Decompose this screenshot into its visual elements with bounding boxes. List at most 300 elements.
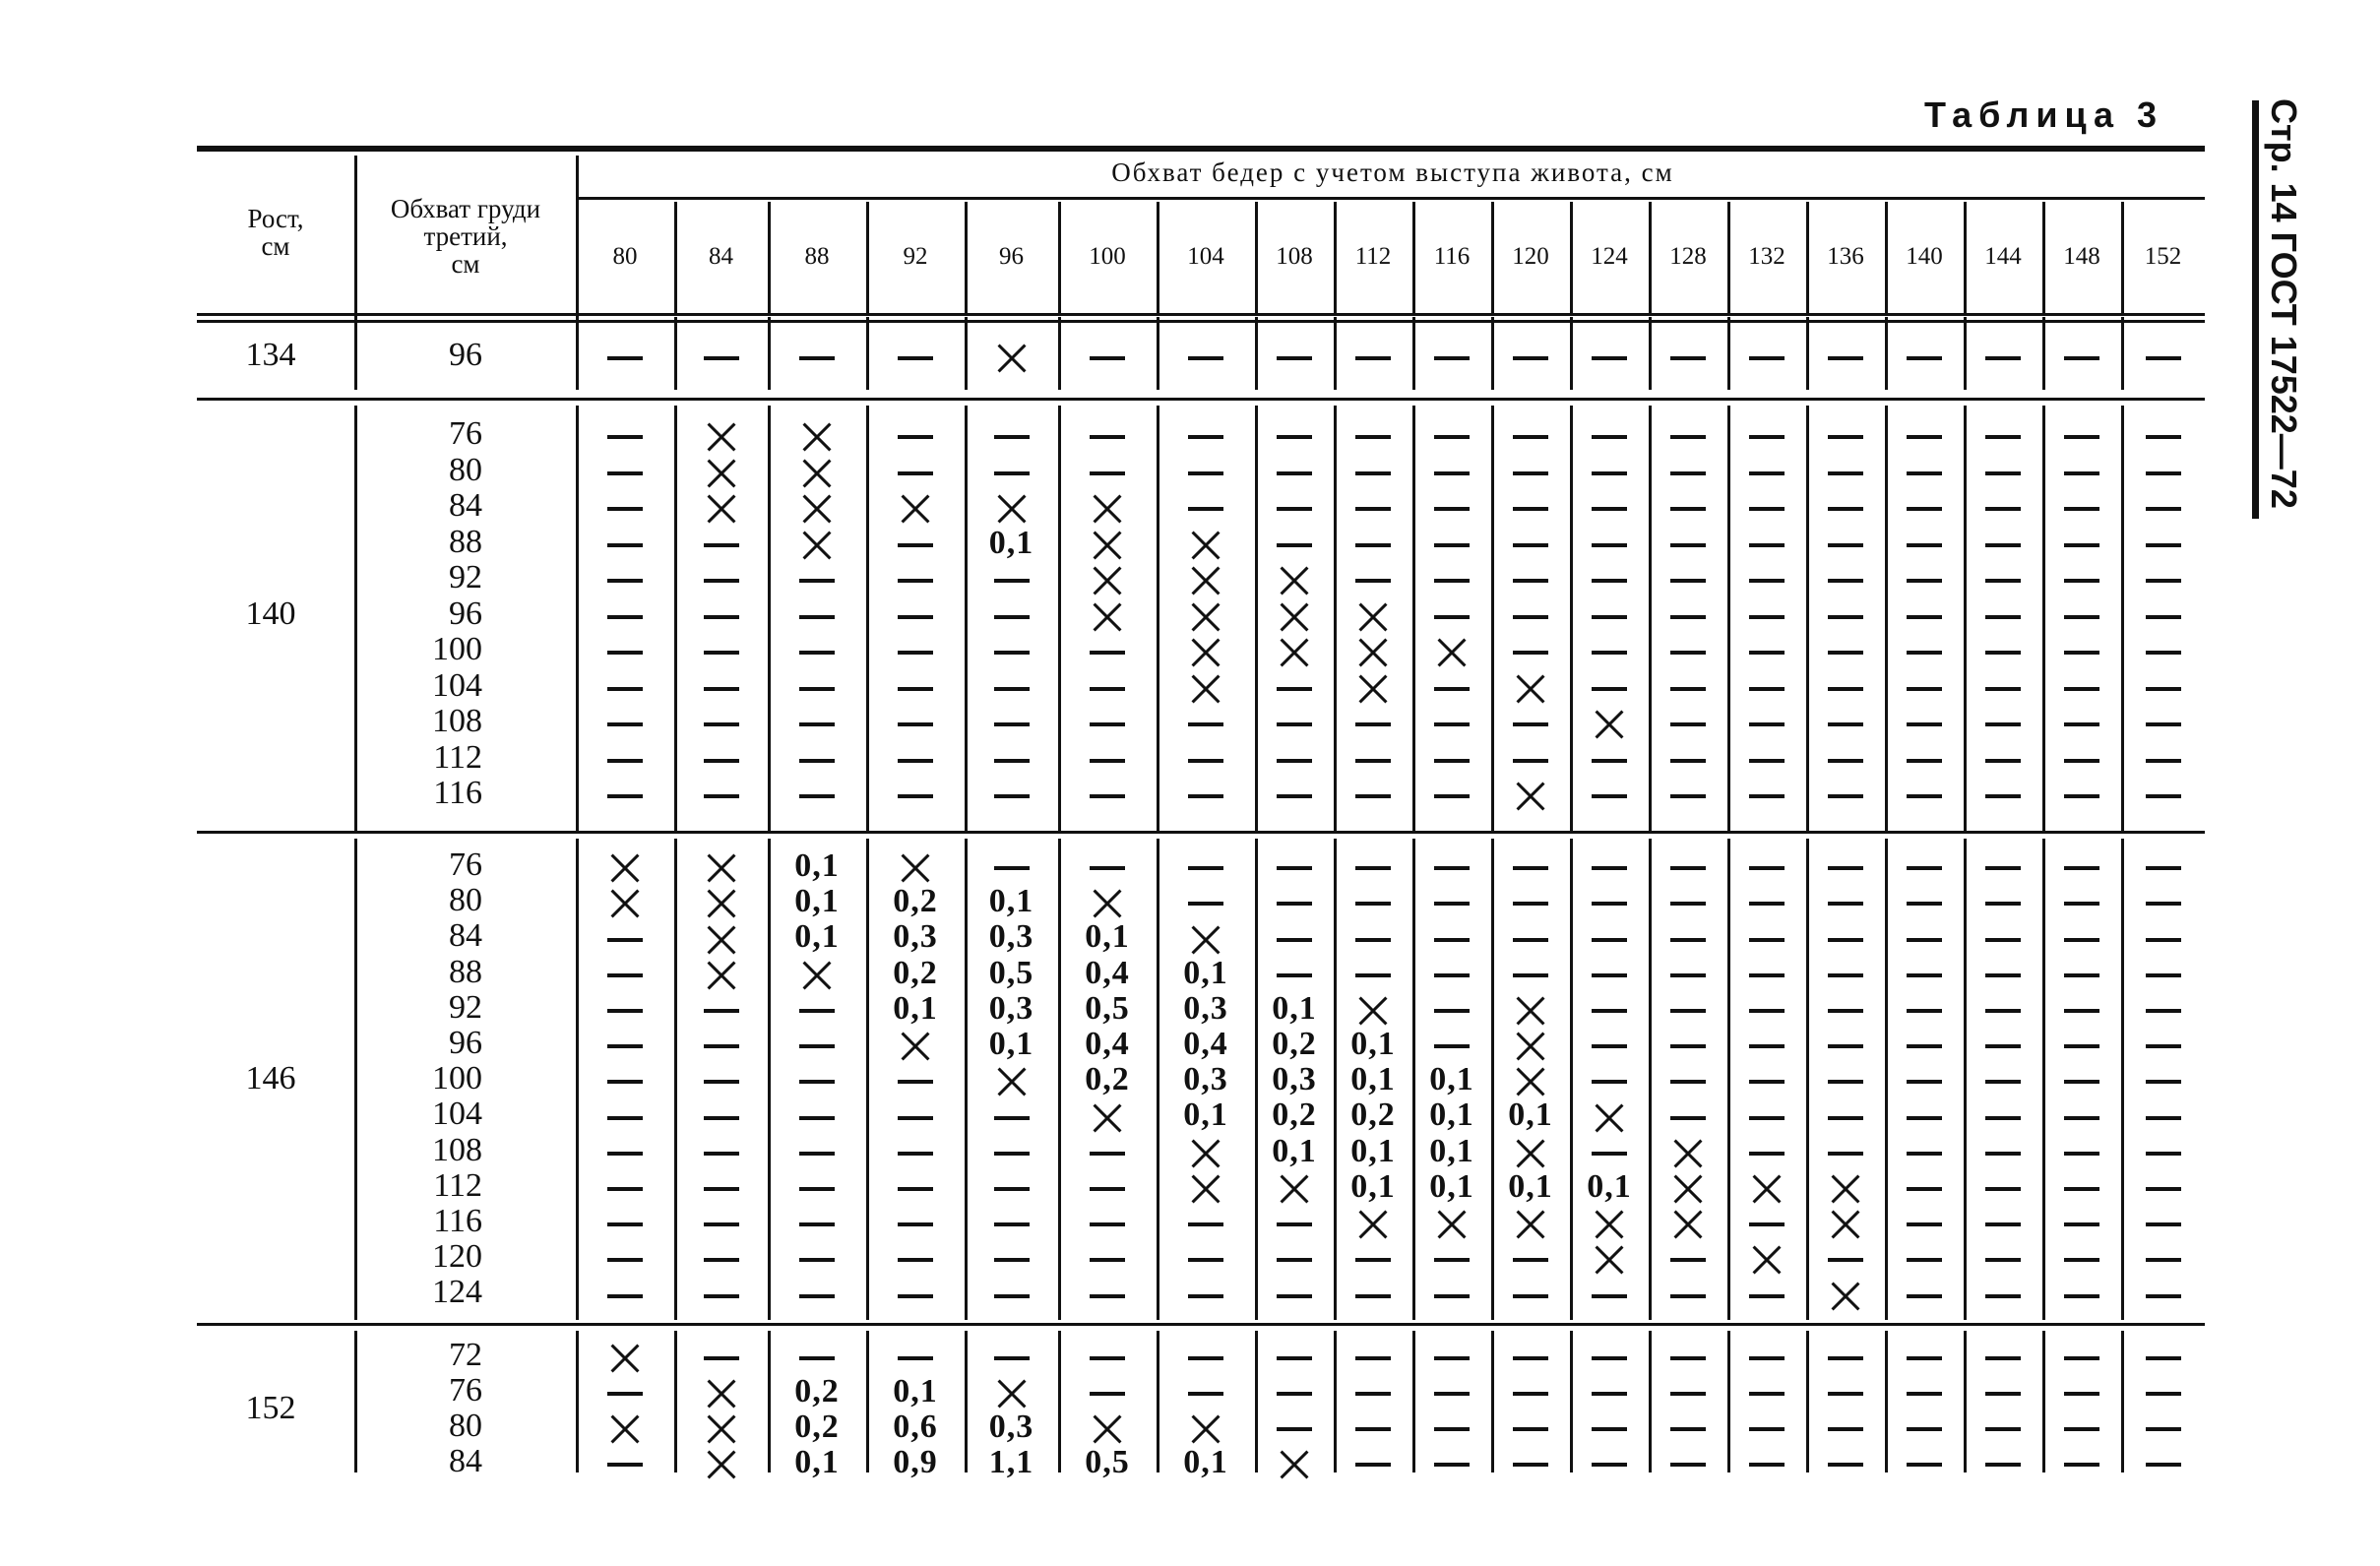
cross-mark-icon	[707, 961, 736, 990]
table-cell	[1727, 489, 1806, 525]
dash-mark	[1907, 1222, 1942, 1226]
dash-mark	[1828, 1044, 1863, 1048]
table-cell: 0,1	[988, 1026, 1034, 1062]
table-cell	[1334, 705, 1412, 740]
table-cell	[674, 633, 768, 668]
table-cell	[866, 848, 965, 884]
table-cell	[1412, 1240, 1491, 1276]
dash-mark	[799, 1009, 835, 1013]
table-cell	[1964, 1374, 2042, 1409]
table-cell	[1885, 1276, 1964, 1311]
hip-col-header-136: 136	[1827, 243, 1864, 270]
dash-mark	[1670, 1116, 1706, 1120]
table-cell	[768, 669, 866, 705]
table-cell: 0,2	[1085, 1061, 1130, 1098]
table-cell	[1964, 919, 2042, 955]
dash-mark	[898, 1222, 933, 1226]
dash-mark	[2064, 1009, 2099, 1013]
dash-mark	[898, 1187, 933, 1191]
dash-mark	[1188, 866, 1223, 870]
table-cell	[2042, 669, 2121, 705]
dash-mark	[1277, 687, 1312, 691]
table-cell	[576, 669, 674, 705]
table-cell	[2042, 1134, 2121, 1169]
table-cell: 0,3	[988, 989, 1034, 1027]
table-cell	[1806, 1097, 1885, 1133]
dash-mark	[1188, 435, 1223, 439]
dash-mark	[1985, 1152, 2021, 1156]
cross-mark-icon	[1358, 1210, 1388, 1239]
table-cell	[866, 741, 965, 777]
table-cell	[2042, 1205, 2121, 1240]
table-cell	[768, 991, 866, 1027]
cross-mark-icon	[1093, 889, 1122, 918]
table-cell	[965, 1339, 1058, 1374]
table-cell	[1334, 1445, 1412, 1480]
dash-mark	[1828, 435, 1863, 439]
dash-mark	[1277, 1222, 1312, 1226]
table-cell	[576, 454, 674, 489]
table-cell	[2042, 526, 2121, 561]
table-cell	[674, 1409, 768, 1445]
dash-mark	[607, 687, 643, 691]
dash-mark	[1749, 1116, 1785, 1120]
cross-mark-icon	[1093, 1103, 1122, 1133]
hip-header-label: Обхват бедер с учетом выступа живота, см	[1111, 157, 1674, 187]
dash-mark	[704, 794, 739, 798]
chest-value-146-108: 108	[432, 1131, 482, 1168]
table-cell	[1412, 489, 1491, 525]
dash-mark	[704, 1222, 739, 1226]
dash-mark	[1188, 902, 1223, 906]
table-cell	[1255, 339, 1334, 374]
dash-mark	[1513, 938, 1548, 942]
dash-mark	[607, 1294, 643, 1298]
dash-mark	[1188, 722, 1223, 726]
hip-col-header-152: 152	[2144, 243, 2182, 270]
dash-mark	[1749, 687, 1785, 691]
chest-value-146-112: 112	[433, 1166, 482, 1204]
dash-mark	[994, 722, 1030, 726]
table-cell	[866, 1205, 965, 1240]
dash-mark	[799, 1080, 835, 1084]
dash-mark	[2064, 435, 2099, 439]
table-cell	[866, 1339, 965, 1374]
table-cell	[1570, 884, 1649, 919]
table-cell	[1964, 1276, 2042, 1311]
cross-mark-icon	[1673, 1210, 1703, 1239]
dash-mark	[1749, 1356, 1785, 1360]
table-cell	[1885, 1062, 1964, 1097]
dash-mark	[2064, 1116, 2099, 1120]
table-cell	[768, 1339, 866, 1374]
dash-mark	[607, 1222, 643, 1226]
dash-mark	[1090, 759, 1125, 763]
table-cell	[1885, 1027, 1964, 1062]
table-cell	[1964, 669, 2042, 705]
table-cell	[2042, 741, 2121, 777]
table-cell	[1255, 1276, 1334, 1311]
table-cell	[1806, 633, 1885, 668]
table-cell	[1491, 339, 1570, 374]
cross-mark-icon	[802, 459, 832, 488]
table-cell	[1885, 777, 1964, 812]
table-cell: 0,2	[1272, 1096, 1317, 1134]
table-cell: 0,1	[1429, 1061, 1474, 1098]
table-cell	[1570, 1134, 1649, 1169]
dash-mark	[1277, 471, 1312, 475]
table-cell	[1570, 705, 1649, 740]
table-cell: 0,1	[1587, 1167, 1632, 1205]
table-cell	[2121, 1339, 2205, 1374]
table-cell	[768, 1276, 866, 1311]
dash-mark	[799, 651, 835, 655]
dash-mark	[1513, 1258, 1548, 1262]
dash-mark	[2064, 938, 2099, 942]
table-cell	[1255, 1240, 1334, 1276]
dash-mark	[704, 722, 739, 726]
table-cell	[1491, 597, 1570, 633]
table-cell	[2121, 1374, 2205, 1409]
table-cell	[1058, 1240, 1157, 1276]
dash-mark	[1670, 435, 1706, 439]
table-cell	[1964, 1169, 2042, 1205]
table-cell	[2121, 1240, 2205, 1276]
table-cell	[1058, 705, 1157, 740]
table-cell	[1885, 454, 1964, 489]
table-cell	[1649, 1097, 1727, 1133]
table-cell	[1964, 741, 2042, 777]
table-cell: 0,1	[1350, 1061, 1396, 1098]
chest-value-140-112: 112	[433, 738, 482, 776]
table-cell	[1412, 561, 1491, 596]
table-cell	[1058, 1169, 1157, 1205]
table-cell: 0,5	[988, 954, 1034, 991]
table-cell	[866, 489, 965, 525]
dash-mark	[1434, 507, 1470, 511]
dash-mark	[799, 759, 835, 763]
dash-mark	[1355, 1258, 1391, 1262]
table-cell	[1491, 1062, 1570, 1097]
dash-mark	[1090, 687, 1125, 691]
table-cell	[576, 777, 674, 812]
table-cell	[2042, 991, 2121, 1027]
dash-mark	[1907, 507, 1942, 511]
table-cell	[1491, 526, 1570, 561]
dash-mark	[1670, 1392, 1706, 1396]
table-cell	[768, 956, 866, 991]
dash-mark	[1592, 1392, 1627, 1396]
dash-mark	[1434, 866, 1470, 870]
table-cell: 0,5	[1085, 989, 1130, 1027]
dash-mark	[2064, 1356, 2099, 1360]
table-cell	[1570, 1062, 1649, 1097]
dash-mark	[1434, 1463, 1470, 1467]
table-cell	[965, 1240, 1058, 1276]
table-cell	[1491, 417, 1570, 453]
table-cell	[1727, 1169, 1806, 1205]
table-cell	[866, 705, 965, 740]
table-cell	[1255, 1409, 1334, 1445]
table-cell	[1255, 561, 1334, 596]
cross-mark-icon	[1191, 1414, 1221, 1444]
height-header: Рост, см	[247, 204, 304, 261]
table-cell	[1058, 1097, 1157, 1133]
dash-mark	[2064, 1187, 2099, 1191]
cross-mark-icon	[610, 1414, 640, 1444]
dash-mark	[1592, 794, 1627, 798]
table-cell	[768, 1097, 866, 1133]
table-cell	[674, 669, 768, 705]
dash-mark	[1434, 1009, 1470, 1013]
dash-mark	[1985, 938, 2021, 942]
table-cell	[1255, 884, 1334, 919]
table-cell: 0,1	[1350, 1167, 1396, 1205]
table-cell	[2121, 1027, 2205, 1062]
table-cell	[1412, 1276, 1491, 1311]
dash-mark	[799, 794, 835, 798]
dash-mark	[607, 507, 643, 511]
dash-mark	[1985, 1080, 2021, 1084]
dash-mark	[1592, 973, 1627, 977]
cross-mark-icon	[1595, 1103, 1624, 1133]
dash-mark	[1592, 938, 1627, 942]
dash-mark	[1985, 1356, 2021, 1360]
table-cell	[1964, 561, 2042, 596]
dash-mark	[1828, 507, 1863, 511]
cross-mark-icon	[1831, 1282, 1860, 1311]
table-cell	[866, 339, 965, 374]
dash-mark	[1828, 651, 1863, 655]
table-cell	[2121, 741, 2205, 777]
table-cell	[1806, 1445, 1885, 1480]
table-cell	[1885, 489, 1964, 525]
table-cell	[1727, 1240, 1806, 1276]
table-cell	[674, 1445, 768, 1480]
cross-mark-icon	[1191, 602, 1221, 632]
table-cell	[1964, 597, 2042, 633]
table-cell	[1806, 417, 1885, 453]
dash-mark	[1355, 1294, 1391, 1298]
chest-value-146-88: 88	[449, 953, 482, 990]
dash-mark	[1592, 651, 1627, 655]
dash-mark	[1188, 794, 1223, 798]
table-cell	[2042, 1339, 2121, 1374]
dash-mark	[2146, 938, 2181, 942]
table-cell	[1412, 669, 1491, 705]
table-cell	[1964, 1409, 2042, 1445]
dash-mark	[2064, 507, 2099, 511]
table-cell	[1255, 956, 1334, 991]
table-cell	[1727, 669, 1806, 705]
table-cell	[1334, 919, 1412, 955]
table-cell	[965, 1062, 1058, 1097]
dash-mark	[2146, 1392, 2181, 1396]
table-cell	[674, 884, 768, 919]
dash-mark	[1434, 1294, 1470, 1298]
group-separator-3	[197, 1323, 2205, 1326]
dash-mark	[704, 687, 739, 691]
dash-mark	[1513, 866, 1548, 870]
table-cell	[576, 1097, 674, 1133]
table-cell	[1727, 633, 1806, 668]
table-cell	[866, 454, 965, 489]
dash-mark	[1828, 759, 1863, 763]
table-cell	[2042, 1097, 2121, 1133]
table-cell	[1570, 1027, 1649, 1062]
cross-mark-icon	[1358, 638, 1388, 667]
dash-mark	[2146, 1356, 2181, 1360]
dash-mark	[799, 1294, 835, 1298]
chest-value-146-76: 76	[449, 846, 482, 883]
table-cell	[2121, 454, 2205, 489]
dash-mark	[2146, 1080, 2181, 1084]
table-cell	[1491, 489, 1570, 525]
dash-mark	[2064, 794, 2099, 798]
table-cell: 0,2	[1272, 1026, 1317, 1062]
dash-mark	[1985, 759, 2021, 763]
cross-mark-icon	[1280, 1450, 1309, 1479]
dash-mark	[704, 1009, 739, 1013]
table-cell	[674, 417, 768, 453]
table-cell	[1885, 848, 1964, 884]
dash-mark	[1985, 722, 2021, 726]
dash-mark	[799, 1187, 835, 1191]
table-cell	[1157, 705, 1255, 740]
table-cell	[1964, 1240, 2042, 1276]
dash-mark	[1434, 615, 1470, 619]
dash-mark	[1513, 651, 1548, 655]
table-cell	[674, 1276, 768, 1311]
cross-mark-icon	[707, 853, 736, 883]
cross-mark-icon	[802, 531, 832, 560]
dash-mark	[2146, 902, 2181, 906]
table-cell	[1649, 1134, 1727, 1169]
table-cell	[1885, 884, 1964, 919]
table-cell	[1334, 848, 1412, 884]
dash-mark	[607, 1392, 643, 1396]
dash-mark	[1985, 1258, 2021, 1262]
cross-mark-icon	[707, 1379, 736, 1409]
table-cell	[2121, 1062, 2205, 1097]
table-cell	[1649, 1062, 1727, 1097]
table-cell	[1649, 1374, 1727, 1409]
table-cell	[1255, 454, 1334, 489]
dash-mark	[1828, 902, 1863, 906]
dash-mark	[607, 1187, 643, 1191]
table-cell	[1570, 777, 1649, 812]
dash-mark	[898, 794, 933, 798]
table-cell	[2042, 339, 2121, 374]
dash-mark	[2146, 579, 2181, 583]
table-cell	[965, 454, 1058, 489]
dash-mark	[898, 1356, 933, 1360]
dash-mark	[1828, 1258, 1863, 1262]
table-cell	[1649, 633, 1727, 668]
table-cell	[1334, 454, 1412, 489]
table-cell	[1157, 561, 1255, 596]
table-cell	[1964, 489, 2042, 525]
table-cell	[866, 597, 965, 633]
chest-value-146-100: 100	[432, 1060, 482, 1097]
dash-mark	[1434, 902, 1470, 906]
hip-col-header-120: 120	[1512, 243, 1549, 270]
dash-mark	[1670, 1427, 1706, 1431]
table-cell	[1255, 1169, 1334, 1205]
table-cell	[1806, 1409, 1885, 1445]
dash-mark	[1749, 902, 1785, 906]
dash-mark	[1749, 866, 1785, 870]
table-cell	[1255, 848, 1334, 884]
table-cell	[1491, 1374, 1570, 1409]
table-cell	[1885, 741, 1964, 777]
cross-mark-icon	[802, 961, 832, 990]
table-cell	[1255, 919, 1334, 955]
table-cell	[1649, 991, 1727, 1027]
dash-mark	[799, 1152, 835, 1156]
table-cell	[1255, 1374, 1334, 1409]
dash-mark	[704, 759, 739, 763]
dash-mark	[2146, 1427, 2181, 1431]
table-cell	[1412, 597, 1491, 633]
table-cell	[576, 1445, 674, 1480]
table-cell	[1885, 1374, 1964, 1409]
dash-mark	[704, 1258, 739, 1262]
dash-mark	[1355, 435, 1391, 439]
dash-mark	[1907, 866, 1942, 870]
table-cell	[1570, 1240, 1649, 1276]
table-cell	[2121, 919, 2205, 955]
table-cell	[576, 1169, 674, 1205]
cross-mark-icon	[1595, 710, 1624, 739]
dash-mark	[704, 651, 739, 655]
table-cell	[1255, 1445, 1334, 1480]
table-cell	[965, 705, 1058, 740]
table-cell	[866, 1027, 965, 1062]
table-cell	[866, 633, 965, 668]
table-cell	[866, 1062, 965, 1097]
dash-mark	[1090, 435, 1125, 439]
dash-mark	[1277, 1392, 1312, 1396]
cross-mark-icon	[1280, 602, 1309, 632]
dash-mark	[1090, 1356, 1125, 1360]
table-cell	[576, 1205, 674, 1240]
cross-mark-icon	[997, 1067, 1027, 1096]
table-cell	[1885, 633, 1964, 668]
table-cell	[1255, 1339, 1334, 1374]
table-cell	[2121, 1276, 2205, 1311]
cross-mark-icon	[1280, 566, 1309, 595]
hip-col-header-108: 108	[1276, 243, 1313, 270]
table-cell	[1255, 633, 1334, 668]
table-cell	[965, 848, 1058, 884]
cross-mark-icon	[1516, 1032, 1545, 1061]
dash-mark	[1907, 1258, 1942, 1262]
dash-mark	[1907, 1080, 1942, 1084]
table-cell	[1806, 489, 1885, 525]
dash-mark	[1749, 1294, 1785, 1298]
dash-mark	[1749, 579, 1785, 583]
table-cell	[1649, 777, 1727, 812]
cross-mark-icon	[707, 1414, 736, 1444]
table-cell	[1491, 561, 1570, 596]
dash-mark	[1749, 543, 1785, 547]
table-cell	[1058, 884, 1157, 919]
dash-mark	[1907, 759, 1942, 763]
table-cell	[674, 991, 768, 1027]
dash-mark	[2064, 1222, 2099, 1226]
hip-col-header-116: 116	[1433, 243, 1471, 270]
